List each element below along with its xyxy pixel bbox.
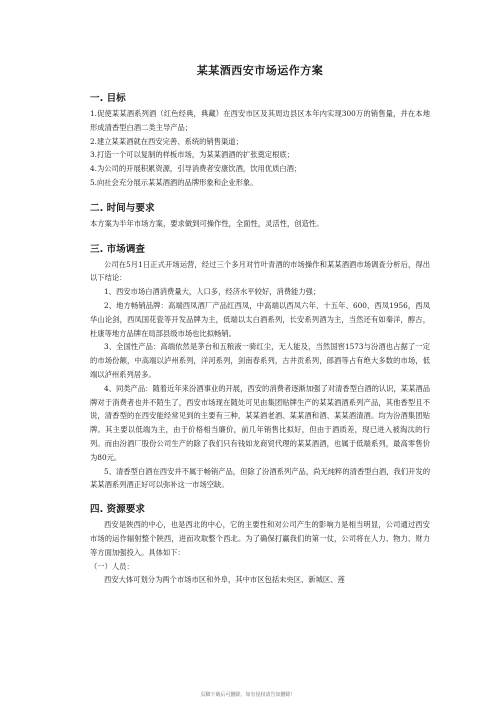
page-footer-notice: 页脚下载后可删除，如有侵权请告知删除！ xyxy=(200,692,296,698)
goal-item-1: 1.促使某某酒系列酒（红色经典，典藏）在西安市区及其周边县区本年内实现300万的销售量，并在本地形成清香型白酒二类主导产品； xyxy=(90,109,430,132)
section-heading-survey: 三. 市场调查 xyxy=(90,243,145,255)
document-title: 某某酒西安市场运作方案 xyxy=(196,64,324,77)
survey-point-2: 2、地方畅销品牌：高端西凤酒厂产品红西凤，中高端以西凤六年、十五年、600、西凤1956，西凤华山论剑，西凤国花瓷等开发品牌为主，低端以太白酒系列，长安系列酒为主，当然还有如秦洋，醇古，杜康等地方品牌在局部县级市场也比拟畅销。 xyxy=(90,300,430,338)
section-heading-time: 二. 时间与要求 xyxy=(90,202,155,214)
goal-item-2: 2.建立某某酒就在西安完善、系统的销售渠道； xyxy=(90,136,243,146)
resources-paragraph: 西安是陕西的中心，也是西北的中心，它的主要性和对公司产生的影响力是相当明显，公司通过西安市场的运作辐射整个陕西，进而攻取整个西北。为了确保打赢我们的第一仗，公司将在人力、物力、财力等方面加强投入。具体如下： xyxy=(90,520,430,557)
survey-point-5: 5、清香型白酒在西安并不属于畅销产品，但除了汾酒系列产品，尚无纯粹的清香型白酒，我们开发的某某酒系列酒正好可以弥补这一市场空缺。 xyxy=(90,466,430,490)
section-heading-resources: 四. 资源要求 xyxy=(90,504,145,516)
resources-staff-paragraph: 西安大体可划分为两个市场市区和外阜，其中市区包括未央区、新城区、莲 xyxy=(104,575,345,585)
resources-subheading-staff: （一）人员： xyxy=(90,561,134,571)
document-page xyxy=(90,62,430,587)
goal-item-3: 3.打造一个可以复制的样板市场，为某某酒酒的扩张奠定根底； xyxy=(90,150,294,160)
section-heading-goals: 一. 目标 xyxy=(90,93,126,104)
goal-item-4: 4.为公司的开展积累资源，引导消费者安康饮酒，饮用优质白酒； xyxy=(90,164,302,174)
survey-intro: 公司在5月1日正式开场运营，经过三个多月对竹叶青酒的市场操作和某某酒酒市场调查分析后，得出以下结论： xyxy=(90,259,430,283)
survey-point-3: 3、全国性产品：高端依然是茅台和五粮液一骑红尘，无人能及，当然国窖1573与汾酒也占据了一定的市场份额，中高端以泸州系列，洋河系列，剑南春系列，古井贡系列，郎酒等占有绝大多数的市场，低端以泸州系列居多。 xyxy=(90,342,430,379)
survey-point-1: 1、西安市场白酒消费量大，人口多，经济水平较好，消费能力强； xyxy=(104,287,321,297)
survey-point-4: 4、同类产品：随着近年来汾酒事业的开展，西安的消费者逐渐加强了对清香型白酒的认识，某某酒品牌对于消费者也并不陌生了，西安市场现在随处可见由集团贴牌生产的某某酒酒系列产品，其他香型且不说，清香型的在西安能经常见到的主要有三种，某某酒老酒、某某酒和酒、某某酒清酒。均为汾酒集团贴牌。其主要以低端为主，由于价格相当廉价，前几年销售比拟好，但由于酒质差，现已进入被淘汰的行列。而由汾酒厂股份公司生产的除了我们只有钱如龙商贸代理的某某酒酒，也属于低端系列，最高零售价为80元。 xyxy=(90,383,430,462)
goal-item-5: 5.向社会充分展示某某酒酒的品牌形象和企业形象。 xyxy=(90,177,258,187)
time-paragraph: 本方案为半年市场方案，要求做到可操作性，全面性，灵活性，创造性。 xyxy=(90,218,324,228)
